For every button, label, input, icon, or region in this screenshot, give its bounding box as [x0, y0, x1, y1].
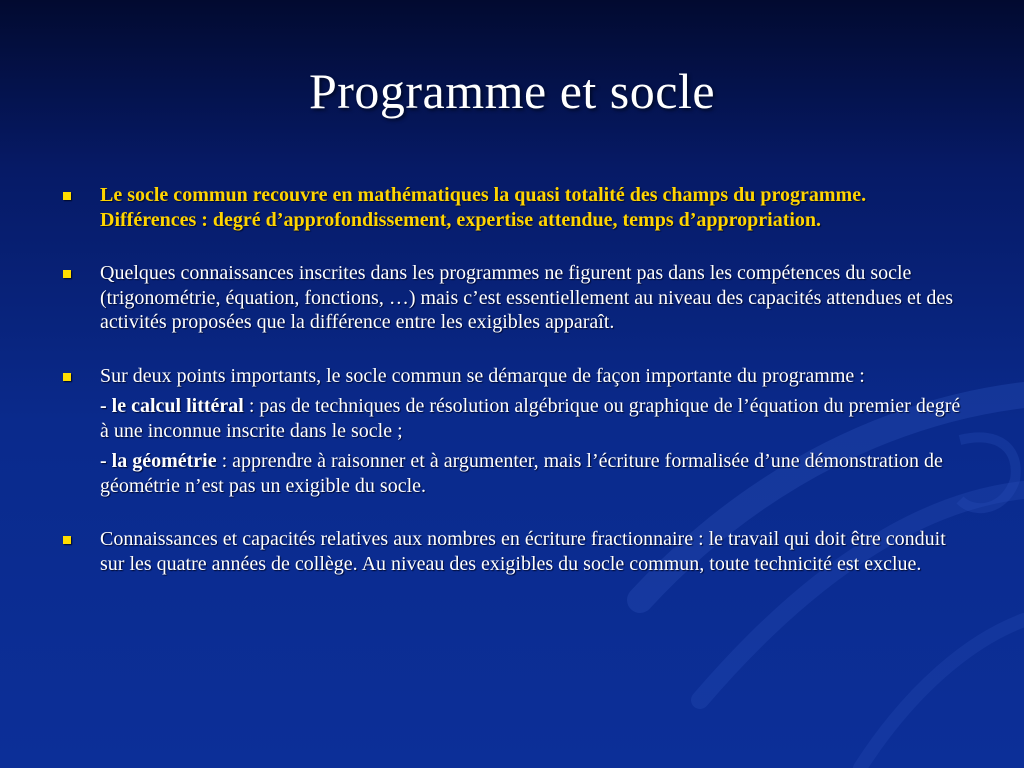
- sub-point-text: : pas de techniques de résolution algébrique ou graphique de l’équation du premier degré à une inconnue inscrite dans le socle ;: [100, 395, 961, 442]
- slide-title: Programme et socle: [308, 63, 716, 119]
- bullet-item: [61, 183, 961, 232]
- bullet-list: [61, 183, 961, 576]
- square-bullet-icon: [63, 536, 71, 544]
- bullet-text: Connaissances et capacités relatives aux nombres en écriture fractionnaire : le travail qui doit être conduit sur les quatre années de collège. Au niveau des exigibles du socle commun, toute technicité est exclue.: [100, 528, 946, 575]
- bullet-text: Sur deux points importants, le socle commun se démarque de façon importante du programme :: [100, 364, 865, 387]
- sub-point-calcul-litteral: [100, 394, 961, 443]
- bullet-item: [61, 261, 961, 335]
- square-bullet-icon: [63, 192, 71, 200]
- bullet-item: [61, 527, 961, 576]
- bullet-text: Quelques connaissances inscrites dans les programmes ne figurent pas dans les compétences du socle (trigonométrie, équation, fonctions, …) mais c’est essentiellement au niveau des capacités attendues et des activités proposées que la différence entre les exigibles apparaît.: [100, 262, 954, 333]
- sub-point-term: - le calcul littéral: [100, 395, 244, 417]
- square-bullet-icon: [63, 373, 71, 381]
- sub-point-text: : apprendre à raisonner et à argumenter, mais l’écriture formalisée d’une démonstration de géométrie n’est pas un exigible du socle.: [100, 450, 943, 497]
- bullet-text: Le socle commun recouvre en mathématiques la quasi totalité des champs du programme. Différences : degré d’approfondissement, expertise attendue, temps d’appropriation.: [100, 184, 867, 231]
- sub-point-term: - la géométrie: [100, 450, 217, 472]
- bullet-item: [61, 364, 961, 499]
- square-bullet-icon: [63, 270, 71, 278]
- sub-point-geometrie: [100, 449, 961, 498]
